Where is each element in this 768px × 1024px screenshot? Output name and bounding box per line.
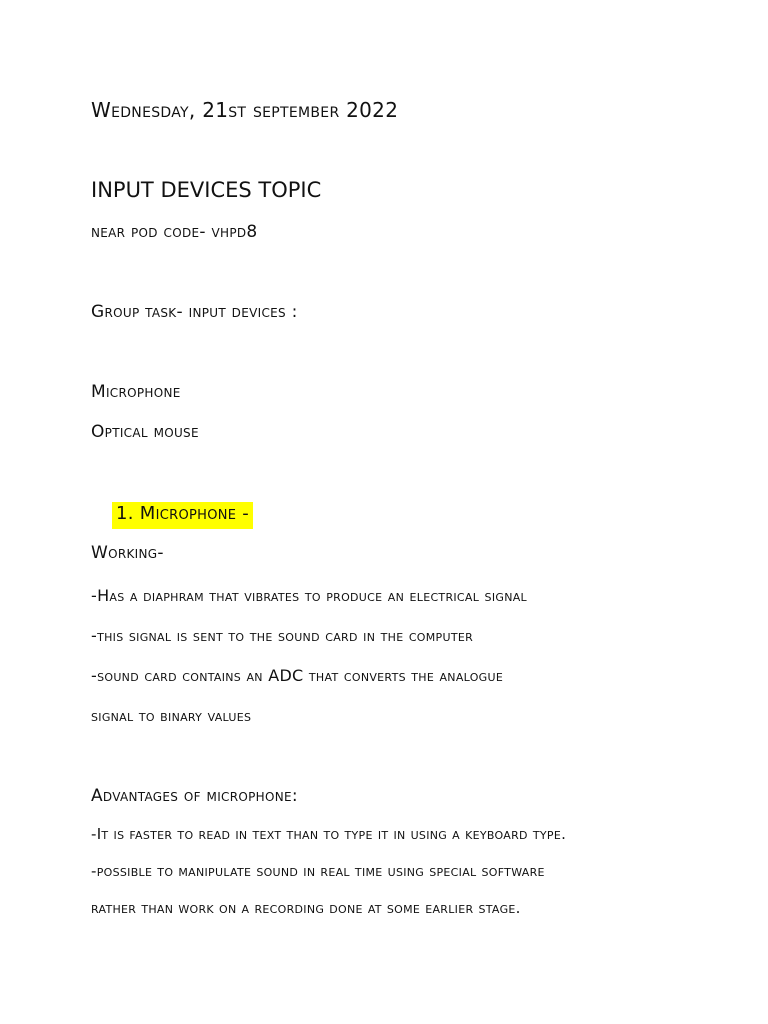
working-point: -Has a diaphram that vibrates to produce an electrical signal [91, 586, 527, 605]
advantages-label: Advantages of microphone: [91, 786, 298, 806]
advantage-point: rather than work on a recording done at some earlier stage. [91, 899, 521, 917]
working-label: Working- [91, 543, 164, 563]
topic-title: INPUT DEVICES TOPIC [91, 178, 322, 202]
group-task-line: Group task- input devices : [91, 302, 298, 322]
date-line: Wednesday, 21st september 2022 [91, 98, 399, 122]
near-pod-code: near pod code- vhpd8 [91, 222, 258, 242]
working-point: signal to binary values [91, 706, 252, 725]
device-list-item: Microphone [91, 382, 181, 402]
device-list-item: Optical mouse [91, 422, 199, 442]
advantage-point: -possible to manipulate sound in real time using special software [91, 862, 545, 880]
section-heading-highlighted: 1. Microphone - [112, 502, 253, 529]
working-point: -this signal is sent to the sound card in the computer [91, 626, 474, 645]
advantage-point: -It is faster to read in text than to type it in using a keyboard type. [91, 825, 567, 843]
working-point: -sound card contains an ADC that converts the analogue [91, 666, 504, 685]
